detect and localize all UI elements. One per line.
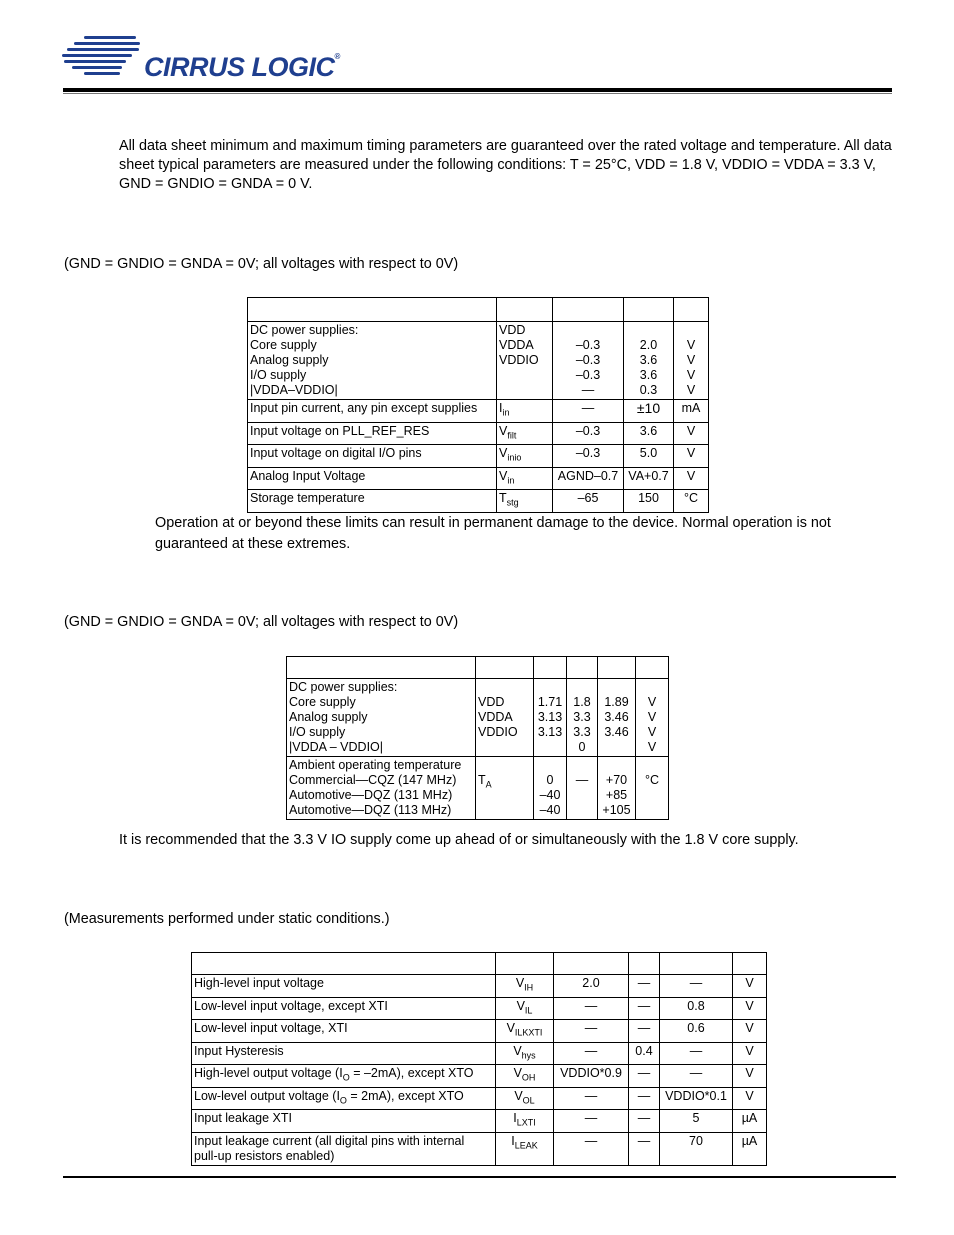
min-cell: 0 –40 –40 (534, 757, 567, 820)
table-row (287, 679, 669, 757)
unit-cell: V (674, 422, 709, 445)
table-row (248, 322, 709, 400)
max-cell: 0.8 (660, 997, 733, 1020)
min-cell: — (554, 1020, 629, 1043)
max-cell: 5 (660, 1110, 733, 1133)
header-rule-thin (63, 93, 892, 94)
unit-cell: V (733, 975, 767, 998)
param-cell: Input voltage on PLL_REF_RES (248, 422, 497, 445)
table-header-row (248, 298, 709, 322)
table-header-row (287, 657, 669, 679)
typ-cell: — (629, 1110, 660, 1133)
abs-max-table (247, 297, 709, 513)
intro-paragraph: All data sheet minimum and maximum timing parameters are guaranteed over the rated voltage and temperature. All data sheet typical parameters are measured under the following conditions: T = 25°C, VDD = 1.8 V, VDDIO = VDDA = 3.3 V, GND = GNDIO = GNDA = 0 V. (119, 138, 892, 192)
symbol-cell: $V_{inio}$ (497, 445, 553, 468)
param-cell: Input voltage on digital I/O pins (248, 445, 497, 468)
unit-cell: µA (733, 1132, 767, 1165)
param-cell: Analog Input Voltage (248, 467, 497, 490)
max-cell: — (660, 1042, 733, 1065)
min-cell: –0.3 (553, 422, 624, 445)
param-cell: Storage temperature (248, 490, 497, 513)
param-cell: High-level output voltage $(I_O = -2mA)$, except XTO (192, 1065, 496, 1088)
param-cell: DC power supplies: Core supply Analog supply I/O supply |VDDA–VDDIO| (248, 322, 497, 400)
min-cell: — (554, 1132, 629, 1165)
symbol-cell: $V_{OL}$ (496, 1087, 554, 1110)
max-cell: 3.6 (624, 422, 674, 445)
unit-cell: °C (636, 757, 669, 820)
logo-swoosh-icon (62, 30, 152, 86)
param-cell: Input Hysteresis (192, 1042, 496, 1065)
max-cell: 70 (660, 1132, 733, 1165)
min-cell: –0.3 (553, 445, 624, 468)
typ-cell: 0.4 (629, 1042, 660, 1065)
param-cell: Input leakage XTI (192, 1110, 496, 1133)
max-cell: — (660, 975, 733, 998)
param-cell: High-level input voltage (192, 975, 496, 998)
table-row (248, 490, 709, 513)
unit-cell: V V V V (674, 322, 709, 400)
typ-cell: — (629, 975, 660, 998)
min-cell: –0.3 –0.3 –0.3 — (553, 322, 624, 400)
rec-op-note: It is recommended that the 3.3 V IO supply come up ahead of or simultaneously with the 1.8 V core supply. (119, 832, 799, 848)
min-cell: — (554, 997, 629, 1020)
symbol-cell: $I_{in}$ (497, 400, 553, 423)
typ-cell: — (629, 1065, 660, 1088)
dc-char-table (191, 952, 767, 1166)
unit-cell: V (733, 997, 767, 1020)
param-cell: Ambient operating temperature Commercial—CQZ (147 MHz) Automotive—DQZ (131 MHz) Automotive—DQZ (113 MHz) (287, 757, 476, 820)
abs-max-conditions: (GND = GNDIO = GNDA = 0V; all voltages with respect to 0V) (64, 256, 459, 272)
symbol-cell: $I_{LEAK}$ (496, 1132, 554, 1165)
table-row (248, 445, 709, 468)
symbol-cell: $T_A$ (476, 757, 534, 820)
max-cell: +70 +85 +105 (598, 757, 636, 820)
abs-max-note: Operation at or beyond these limits can result in permanent damage to the device. Normal operation is not guaranteed at these extremes. (155, 515, 831, 552)
max-cell: VDDIO*0.1 (660, 1087, 733, 1110)
table-row (192, 997, 767, 1020)
table-row (192, 1020, 767, 1043)
table-row (248, 400, 709, 423)
max-cell: 2.0 3.6 3.6 0.3 (624, 322, 674, 400)
max-cell: — (660, 1065, 733, 1088)
min-cell: 2.0 (554, 975, 629, 998)
param-cell: Input pin current, any pin except supplies (248, 400, 497, 423)
max-cell: 5.0 (624, 445, 674, 468)
table-row (287, 757, 669, 820)
unit-cell: V (674, 467, 709, 490)
min-cell: — (554, 1042, 629, 1065)
dc-char-conditions: (Measurements performed under static conditions.) (64, 911, 390, 927)
unit-cell: V (733, 1042, 767, 1065)
max-cell: 1.89 3.46 3.46 (598, 679, 636, 757)
cirrus-logic-logo (62, 30, 352, 86)
table-header-row (192, 953, 767, 975)
symbol-cell: $T_{stg}$ (497, 490, 553, 513)
param-cell: DC power supplies: Core supply Analog supply I/O supply |VDDA – VDDIO| (287, 679, 476, 757)
min-cell: –65 (553, 490, 624, 513)
param-cell: Input leakage current (all digital pins with internal pull-up resistors enabled) (192, 1132, 496, 1165)
min-cell: — (554, 1087, 629, 1110)
min-cell: — (553, 400, 624, 423)
param-cell: Low-level output voltage $(I_O = 2mA)$, except XTO (192, 1087, 496, 1110)
min-cell: VDDIO*0.9 (554, 1065, 629, 1088)
table-row (248, 467, 709, 490)
symbol-cell: $V_{hys}$ (496, 1042, 554, 1065)
unit-cell: °C (674, 490, 709, 513)
max-cell: ±10 (624, 400, 674, 423)
table-row (192, 1110, 767, 1133)
unit-cell: V (733, 1065, 767, 1088)
unit-cell: V (733, 1020, 767, 1043)
max-cell: 0.6 (660, 1020, 733, 1043)
symbol-cell: VDD VDDA VDDIO (497, 322, 553, 400)
symbol-cell: $V_{filt}$ (497, 422, 553, 445)
symbol-cell: $V_{ILKXTI}$ (496, 1020, 554, 1043)
table-row (192, 975, 767, 998)
max-cell: VA+0.7 (624, 467, 674, 490)
footer-rule (63, 1176, 896, 1178)
param-cell: Low-level input voltage, except XTI (192, 997, 496, 1020)
unit-cell: µA (733, 1110, 767, 1133)
symbol-cell: $V_{IH}$ (496, 975, 554, 998)
rec-op-conditions: (GND = GNDIO = GNDA = 0V; all voltages with respect to 0V) (64, 614, 459, 630)
typ-cell: 1.8 3.3 3.3 0 (567, 679, 598, 757)
unit-cell: V (733, 1087, 767, 1110)
table-row (192, 1087, 767, 1110)
table-row (192, 1042, 767, 1065)
typ-cell: — (567, 757, 598, 820)
min-cell: 1.71 3.13 3.13 (534, 679, 567, 757)
symbol-cell: $V_{in}$ (497, 467, 553, 490)
table-row (192, 1132, 767, 1165)
typ-cell: — (629, 1020, 660, 1043)
min-cell: AGND–0.7 (553, 467, 624, 490)
param-cell: Low-level input voltage, XTI (192, 1020, 496, 1043)
table-row (248, 422, 709, 445)
logo-wordmark: CIRRUS LOGIC® (144, 52, 340, 82)
unit-cell: mA (674, 400, 709, 423)
symbol-cell: VDD VDDA VDDIO (476, 679, 534, 757)
typ-cell: — (629, 1087, 660, 1110)
symbol-cell: $V_{OH}$ (496, 1065, 554, 1088)
unit-cell: V V V V (636, 679, 669, 757)
rec-op-table (286, 656, 669, 820)
header-rule (63, 88, 892, 92)
max-cell: 150 (624, 490, 674, 513)
min-cell: — (554, 1110, 629, 1133)
table-row (192, 1065, 767, 1088)
symbol-cell: $I_{LXTI}$ (496, 1110, 554, 1133)
typ-cell: — (629, 997, 660, 1020)
typ-cell: — (629, 1132, 660, 1165)
unit-cell: V (674, 445, 709, 468)
symbol-cell: $V_{IL}$ (496, 997, 554, 1020)
